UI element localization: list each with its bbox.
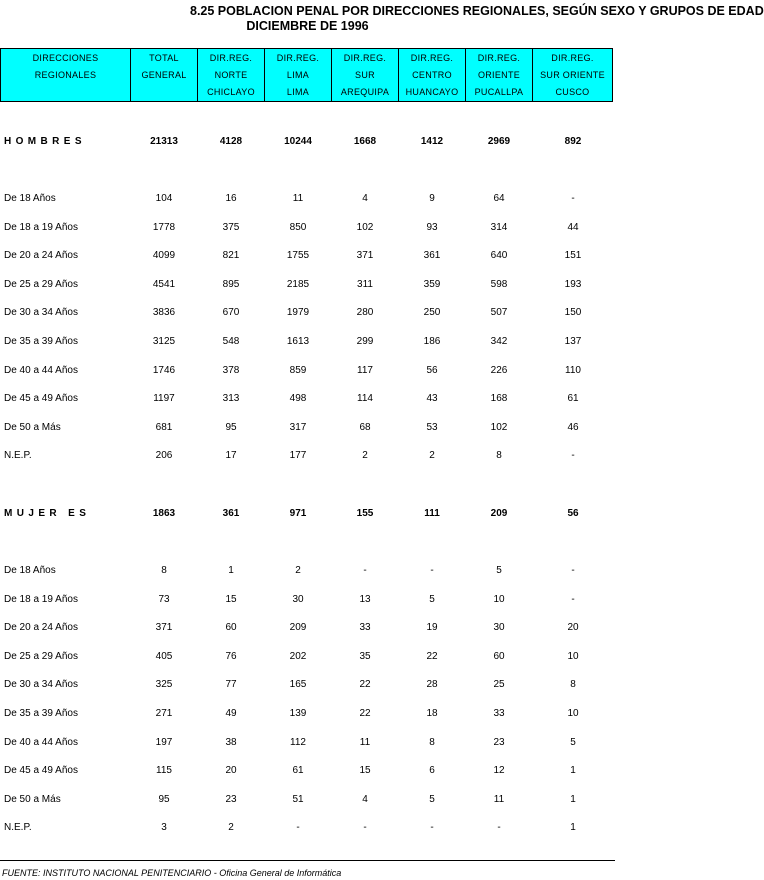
- section-row-mujeres: [0, 504, 615, 524]
- cell-value: 250: [423, 307, 441, 318]
- cell-value: 971: [289, 508, 307, 519]
- row-label: De 35 a 39 Años: [4, 708, 78, 719]
- cell-value: 10: [493, 594, 505, 605]
- cell-value: 20: [225, 765, 237, 776]
- cell-value: -: [363, 565, 367, 576]
- title-line-1: 8.25 POBLACION PENAL POR DIRECCIONES REGIONALES, SEGÚN SEXO Y GRUPOS DE EDAD: [190, 4, 764, 18]
- cell-value: 95: [225, 422, 237, 433]
- cell-value: 313: [222, 393, 240, 404]
- cell-value: 2185: [286, 279, 310, 290]
- cell-value: 3836: [152, 307, 176, 318]
- cell-value: 49: [225, 708, 237, 719]
- cell-value: 2: [362, 450, 368, 461]
- column-header-sur-oriente: DIR.REG. SUR ORIENTE CUSCO: [533, 49, 613, 102]
- cell-value: 4: [362, 193, 368, 204]
- cell-value: 17: [225, 450, 237, 461]
- cell-value: 2: [295, 565, 301, 576]
- cell-value: 598: [490, 279, 508, 290]
- cell-value: 10244: [284, 136, 312, 147]
- table-row: [0, 361, 615, 381]
- row-label: MUJER ES: [4, 508, 91, 519]
- cell-value: 311: [357, 279, 373, 290]
- table-row: [0, 733, 615, 753]
- cell-value: 5: [496, 565, 502, 576]
- cell-value: 8: [429, 737, 435, 748]
- cell-value: 114: [357, 393, 373, 404]
- cell-value: 5: [429, 594, 435, 605]
- cell-value: 150: [564, 307, 582, 318]
- column-header-direcciones: DIRECCIONES REGIONALES: [1, 49, 131, 102]
- row-label: De 25 a 29 Años: [4, 651, 78, 662]
- cell-value: 35: [359, 651, 371, 662]
- section-row-hombres: [0, 132, 615, 152]
- row-label: De 20 a 24 Años: [4, 250, 78, 261]
- cell-value: 202: [289, 651, 307, 662]
- cell-value: 23: [493, 737, 505, 748]
- cell-value: 226: [490, 365, 508, 376]
- cell-value: 8: [496, 450, 502, 461]
- cell-value: -: [571, 193, 575, 204]
- cell-value: 33: [359, 622, 371, 633]
- cell-value: 56: [567, 508, 579, 519]
- cell-value: 3125: [152, 336, 176, 347]
- table-row: [0, 418, 615, 438]
- cell-value: 76: [225, 651, 237, 662]
- cell-value: 155: [356, 508, 374, 519]
- row-label: De 40 a 44 Años: [4, 737, 78, 748]
- cell-value: 5: [570, 737, 576, 748]
- cell-value: 51: [292, 794, 304, 805]
- table-row: [0, 189, 615, 209]
- cell-value: 342: [490, 336, 508, 347]
- cell-value: 1: [570, 765, 576, 776]
- row-label: De 18 Años: [4, 565, 56, 576]
- table-row: [0, 246, 615, 266]
- cell-value: 177: [289, 450, 307, 461]
- column-header-oriente: DIR.REG. ORIENTE PUCALLPA: [466, 49, 533, 102]
- cell-value: -: [430, 822, 434, 833]
- table-row: [0, 561, 615, 581]
- cell-value: 8: [570, 679, 576, 690]
- cell-value: 1863: [152, 508, 176, 519]
- cell-value: 359: [423, 279, 441, 290]
- cell-value: 117: [357, 365, 373, 376]
- cell-value: 548: [222, 336, 240, 347]
- cell-value: 137: [564, 336, 582, 347]
- cell-value: 378: [222, 365, 240, 376]
- table-row: [0, 761, 615, 781]
- table-row: [0, 332, 615, 352]
- row-label: De 50 a Más: [4, 422, 61, 433]
- cell-value: 60: [493, 651, 505, 662]
- cell-value: 271: [155, 708, 173, 719]
- cell-value: 61: [567, 393, 579, 404]
- cell-value: 1778: [152, 222, 176, 233]
- cell-value: 95: [158, 794, 170, 805]
- cell-value: -: [571, 594, 575, 605]
- cell-value: 30: [292, 594, 304, 605]
- cell-value: 2: [228, 822, 234, 833]
- cell-value: 498: [289, 393, 307, 404]
- cell-value: 102: [356, 222, 374, 233]
- cell-value: -: [571, 565, 575, 576]
- cell-value: 64: [493, 193, 505, 204]
- cell-value: 317: [289, 422, 307, 433]
- table-row: [0, 818, 615, 838]
- cell-value: 10: [567, 708, 579, 719]
- cell-value: 22: [359, 708, 371, 719]
- table-row: [0, 790, 615, 810]
- column-header-centro: DIR.REG. CENTRO HUANCAYO: [399, 49, 466, 102]
- table-header: [0, 48, 613, 102]
- cell-value: 16: [225, 193, 237, 204]
- cell-value: 1613: [286, 336, 310, 347]
- cell-value: 56: [426, 365, 438, 376]
- cell-value: 325: [155, 679, 173, 690]
- cell-value: 209: [289, 622, 307, 633]
- row-label: N.E.P.: [4, 822, 32, 833]
- cell-value: 1: [570, 794, 576, 805]
- cell-value: 1197: [153, 393, 175, 404]
- cell-value: 361: [423, 250, 441, 261]
- cell-value: 11: [292, 193, 304, 204]
- cell-value: 206: [155, 450, 173, 461]
- table-row: [0, 590, 615, 610]
- cell-value: 670: [222, 307, 240, 318]
- cell-value: 8: [161, 565, 167, 576]
- cell-value: 197: [155, 737, 173, 748]
- row-label: De 35 a 39 Años: [4, 336, 78, 347]
- cell-value: 821: [222, 250, 240, 261]
- table-row: [0, 389, 615, 409]
- row-label: De 18 a 19 Años: [4, 594, 78, 605]
- cell-value: 4128: [219, 136, 243, 147]
- cell-value: 6: [429, 765, 435, 776]
- cell-value: 33: [493, 708, 505, 719]
- cell-value: 1412: [420, 136, 444, 147]
- column-header-total: TOTAL GENERAL: [131, 49, 198, 102]
- row-label: De 45 a 49 Años: [4, 393, 78, 404]
- row-label: De 40 a 44 Años: [4, 365, 78, 376]
- table-row: [0, 647, 615, 667]
- cell-value: 102: [490, 422, 508, 433]
- cell-value: 280: [356, 307, 374, 318]
- cell-value: 371: [155, 622, 173, 633]
- cell-value: 1: [570, 822, 576, 833]
- column-header-norte: DIR.REG. NORTE CHICLAYO: [198, 49, 265, 102]
- cell-value: 43: [426, 393, 438, 404]
- cell-value: -: [430, 565, 434, 576]
- cell-value: 10: [567, 651, 579, 662]
- cell-value: 11: [493, 794, 505, 805]
- row-label: De 50 a Más: [4, 794, 61, 805]
- cell-value: 1746: [152, 365, 176, 376]
- cell-value: 1755: [286, 250, 310, 261]
- cell-value: 44: [567, 222, 579, 233]
- cell-value: 4099: [152, 250, 176, 261]
- cell-value: 12: [493, 765, 505, 776]
- cell-value: 13: [359, 594, 371, 605]
- cell-value: 112: [290, 737, 306, 748]
- table-row: [0, 303, 615, 323]
- cell-value: 186: [423, 336, 441, 347]
- cell-value: 4: [362, 794, 368, 805]
- cell-value: 507: [490, 307, 508, 318]
- cell-value: 1979: [286, 307, 310, 318]
- row-label: N.E.P.: [4, 450, 32, 461]
- row-label: De 30 a 34 Años: [4, 307, 78, 318]
- table-row: [0, 446, 615, 466]
- footer-divider: [0, 860, 615, 861]
- cell-value: 681: [155, 422, 173, 433]
- cell-value: -: [363, 822, 367, 833]
- cell-value: 375: [222, 222, 240, 233]
- cell-value: 151: [564, 250, 582, 261]
- cell-value: 25: [493, 679, 505, 690]
- cell-value: 5: [429, 794, 435, 805]
- table-row: [0, 218, 615, 238]
- table-row: [0, 618, 615, 638]
- cell-value: 19: [426, 622, 438, 633]
- cell-value: 111: [424, 508, 440, 519]
- cell-value: 15: [225, 594, 237, 605]
- cell-value: 640: [490, 250, 508, 261]
- row-label: De 25 a 29 Años: [4, 279, 78, 290]
- cell-value: 895: [222, 279, 240, 290]
- cell-value: 20: [567, 622, 579, 633]
- cell-value: 104: [155, 193, 173, 204]
- cell-value: 22: [426, 651, 438, 662]
- row-label: De 20 a 24 Años: [4, 622, 78, 633]
- cell-value: 18: [426, 708, 438, 719]
- cell-value: 53: [426, 422, 438, 433]
- cell-value: 405: [155, 651, 173, 662]
- cell-value: 110: [565, 365, 581, 376]
- cell-value: 2969: [487, 136, 511, 147]
- cell-value: 68: [359, 422, 371, 433]
- cell-value: 3: [161, 822, 167, 833]
- cell-value: 21313: [150, 136, 178, 147]
- cell-value: 23: [225, 794, 237, 805]
- cell-value: 28: [426, 679, 438, 690]
- cell-value: 1668: [353, 136, 377, 147]
- cell-value: 73: [158, 594, 170, 605]
- cell-value: 165: [289, 679, 307, 690]
- cell-value: 299: [356, 336, 374, 347]
- cell-value: 209: [490, 508, 508, 519]
- cell-value: 38: [225, 737, 237, 748]
- cell-value: 60: [225, 622, 237, 633]
- cell-value: 168: [490, 393, 508, 404]
- column-header-sur: DIR.REG. SUR AREQUIPA: [332, 49, 399, 102]
- column-header-lima: DIR.REG. LIMA LIMA: [265, 49, 332, 102]
- source-note: FUENTE: INSTITUTO NACIONAL PENITENCIARIO - Oficina General de Informática: [2, 868, 342, 878]
- cell-value: 1: [228, 565, 234, 576]
- cell-value: 9: [429, 193, 435, 204]
- cell-value: 361: [222, 508, 240, 519]
- cell-value: 61: [292, 765, 304, 776]
- table-row: [0, 275, 615, 295]
- cell-value: -: [497, 822, 501, 833]
- cell-value: 46: [567, 422, 579, 433]
- cell-value: 11: [359, 737, 371, 748]
- row-label: De 18 Años: [4, 193, 56, 204]
- title-line-2: DICIEMBRE DE 1996: [246, 19, 369, 33]
- cell-value: 30: [493, 622, 505, 633]
- cell-value: 93: [426, 222, 438, 233]
- cell-value: -: [571, 450, 575, 461]
- cell-value: 15: [359, 765, 371, 776]
- cell-value: 2: [429, 450, 435, 461]
- cell-value: 859: [289, 365, 307, 376]
- cell-value: 139: [289, 708, 307, 719]
- row-label: De 45 a 49 Años: [4, 765, 78, 776]
- cell-value: 314: [490, 222, 508, 233]
- cell-value: 115: [156, 765, 172, 776]
- page-title: [0, 4, 764, 34]
- row-label: HOMBRES: [4, 136, 86, 147]
- cell-value: 4541: [152, 279, 176, 290]
- table-row: [0, 675, 615, 695]
- cell-value: 892: [564, 136, 582, 147]
- cell-value: 22: [359, 679, 371, 690]
- cell-value: 193: [564, 279, 582, 290]
- table-row: [0, 704, 615, 724]
- cell-value: -: [296, 822, 300, 833]
- row-label: De 18 a 19 Años: [4, 222, 78, 233]
- row-label: De 30 a 34 Años: [4, 679, 78, 690]
- cell-value: 77: [225, 679, 237, 690]
- cell-value: 850: [289, 222, 307, 233]
- cell-value: 371: [356, 250, 374, 261]
